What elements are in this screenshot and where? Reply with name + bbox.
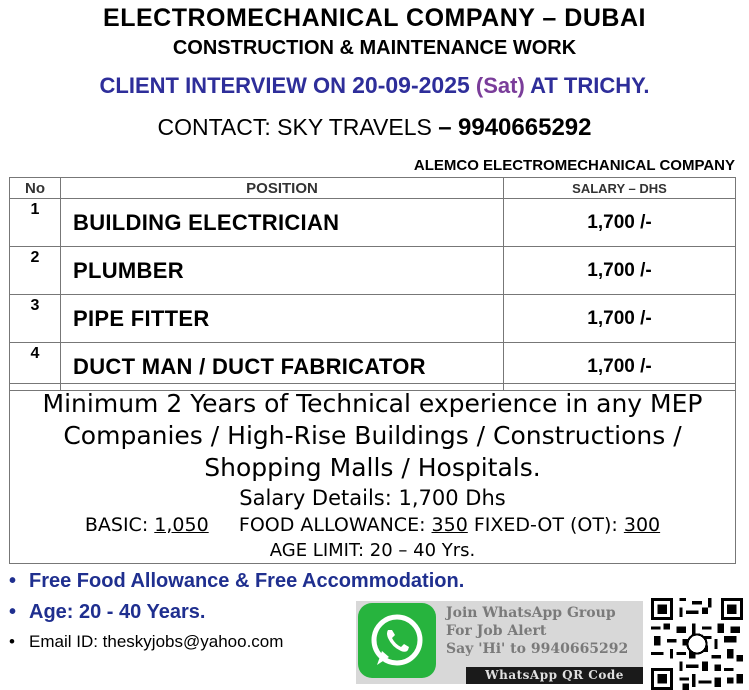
- row-salary: 1,700 /-: [504, 343, 736, 391]
- row-salary: 1,700 /-: [504, 295, 736, 343]
- contact-agency: SKY TRAVELS: [277, 114, 432, 140]
- interview-day: (Sat): [475, 73, 525, 98]
- bullet-dot-icon: •: [9, 632, 15, 651]
- bullet-dot-icon: •: [9, 601, 17, 623]
- col-no-header: No: [10, 178, 61, 199]
- col-position-header: POSITION: [61, 178, 504, 199]
- table-row: [10, 199, 736, 247]
- row-position: PLUMBER: [61, 247, 504, 295]
- positions-table: [9, 177, 736, 391]
- basic-value: 1,050: [154, 514, 209, 536]
- row-no: 2: [10, 247, 61, 295]
- page-title: ELECTROMECHANICAL COMPANY – DUBAI: [103, 4, 646, 32]
- bullet-email: [9, 632, 283, 652]
- interview-date: 20-09-2025: [352, 72, 470, 98]
- requirement-line-3: Shopping Malls / Hospitals.: [204, 453, 541, 482]
- contact-phone: 9940665292: [458, 114, 592, 141]
- food-value: 350: [431, 514, 468, 536]
- whatsapp-line-1: Join WhatsApp Group: [446, 605, 616, 621]
- row-salary: 1,700 /-: [504, 247, 736, 295]
- contact-line: [0, 114, 749, 142]
- row-no: 1: [10, 199, 61, 247]
- contact-label: CONTACT:: [157, 114, 271, 140]
- salary-details: Salary Details: 1,700 Dhs: [239, 486, 506, 510]
- company-name: ALEMCO ELECTROMECHANICAL COMPANY: [413, 157, 735, 174]
- email-text[interactable]: Email ID: theskyjobs@yahoo.com: [29, 632, 284, 651]
- row-salary: 1,700 /-: [504, 199, 736, 247]
- ot-label: FIXED-OT (OT):: [473, 514, 618, 536]
- row-position: BUILDING ELECTRICIAN: [61, 199, 504, 247]
- row-no: 4: [10, 343, 61, 391]
- whatsapp-line-2: For Job Alert: [446, 623, 547, 639]
- qr-label: WhatsApp QR Code: [466, 667, 643, 684]
- age-limit: AGE LIMIT: 20 – 40 Yrs.: [269, 540, 476, 561]
- table-header-row: [10, 178, 736, 199]
- interview-suffix: AT TRICHY.: [530, 73, 650, 98]
- qr-code-icon[interactable]: [651, 598, 743, 690]
- basic-label: BASIC:: [84, 514, 149, 536]
- row-position: DUCT MAN / DUCT FABRICATOR: [61, 343, 504, 391]
- bullet-dot-icon: •: [9, 570, 17, 592]
- bullet-age: [9, 601, 205, 624]
- bullet-text: Age: 20 - 40 Years.: [29, 601, 206, 623]
- row-no: 3: [10, 295, 61, 343]
- requirement-line-1: Minimum 2 Years of Technical experience in any MEP: [42, 389, 703, 418]
- page-subtitle: CONSTRUCTION & MAINTENANCE WORK: [172, 37, 577, 59]
- whatsapp-line-3: Say 'Hi' to 9940665292: [446, 641, 629, 657]
- table-row: [10, 247, 736, 295]
- whatsapp-text: [446, 604, 628, 658]
- requirement-line-2: Companies / High-Rise Buildings / Constructions /: [63, 421, 682, 450]
- interview-line: [0, 72, 749, 99]
- bullet-text: Free Food Allowance & Free Accommodation.: [29, 570, 465, 592]
- col-salary-header: SALARY – DHS: [504, 178, 736, 199]
- contact-dash: –: [438, 114, 452, 141]
- salary-breakdown: [10, 514, 735, 536]
- table-row: [10, 295, 736, 343]
- requirements-box: [9, 383, 736, 564]
- food-label: FOOD ALLOWANCE:: [238, 514, 426, 536]
- row-position: PIPE FITTER: [61, 295, 504, 343]
- whatsapp-panel[interactable]: [356, 601, 643, 684]
- whatsapp-icon: [358, 603, 436, 678]
- bullet-food-accommodation: [9, 570, 464, 593]
- ot-value: 300: [623, 514, 661, 536]
- interview-prefix: CLIENT INTERVIEW ON: [99, 73, 347, 98]
